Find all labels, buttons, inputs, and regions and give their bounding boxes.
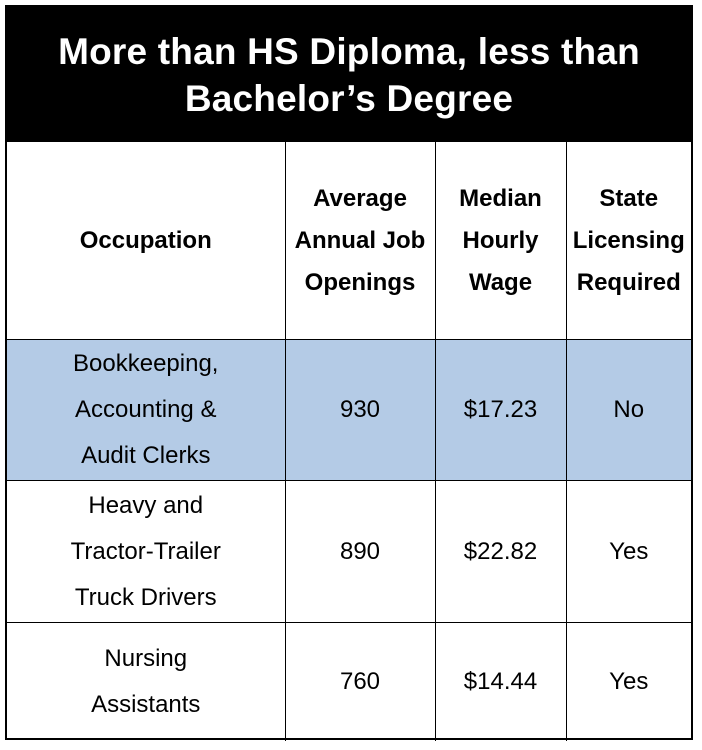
occupation-text: Assistants xyxy=(91,691,201,718)
occupation-table-frame xyxy=(5,5,693,740)
header-text: Median xyxy=(459,184,542,212)
openings-cell: 760 xyxy=(285,623,435,742)
header-text: Average xyxy=(313,184,407,212)
openings-cell: 890 xyxy=(285,481,435,623)
header-text: Wage xyxy=(468,268,533,296)
header-hourly-wage xyxy=(435,142,566,340)
header-text: Openings xyxy=(304,268,416,296)
openings-cell: 930 xyxy=(285,340,435,481)
occupation-cell xyxy=(7,340,285,481)
table-row xyxy=(7,623,691,742)
header-text: Required xyxy=(576,268,681,296)
occupation-text: Bookkeeping, xyxy=(73,350,219,377)
title-line-1: More than HS Diploma, less than xyxy=(58,30,640,72)
table-row xyxy=(7,481,691,623)
title-line-2: Bachelor’s Degree xyxy=(184,77,514,119)
header-text: Licensing xyxy=(572,226,685,254)
header-text: Occupation xyxy=(79,226,212,254)
licensing-cell: Yes xyxy=(566,481,691,623)
occupation-cell xyxy=(7,481,285,623)
header-occupation xyxy=(7,142,285,340)
header-text: Hourly xyxy=(462,226,539,254)
wage-cell: $22.82 xyxy=(435,481,566,623)
header-annual-openings xyxy=(285,142,435,340)
licensing-cell: No xyxy=(566,340,691,481)
occupation-text: Heavy and xyxy=(88,491,204,519)
header-licensing xyxy=(566,142,691,340)
occupation-text: Truck Drivers xyxy=(74,583,217,611)
occupation-text: Tractor-Trailer xyxy=(70,537,221,565)
wage-cell: $17.23 xyxy=(435,340,566,481)
table-row xyxy=(7,340,691,481)
occupation-text: Nursing xyxy=(104,645,188,672)
occupation-cell xyxy=(7,623,285,742)
header-text: Annual Job xyxy=(294,226,426,254)
header-row xyxy=(7,142,691,340)
occupation-table xyxy=(7,142,691,741)
wage-cell: $14.44 xyxy=(435,623,566,742)
table-title xyxy=(7,7,691,142)
licensing-cell: Yes xyxy=(566,623,691,742)
occupation-text: Accounting & xyxy=(75,396,217,423)
occupation-text: Audit Clerks xyxy=(81,442,211,469)
header-text: State xyxy=(599,184,659,212)
